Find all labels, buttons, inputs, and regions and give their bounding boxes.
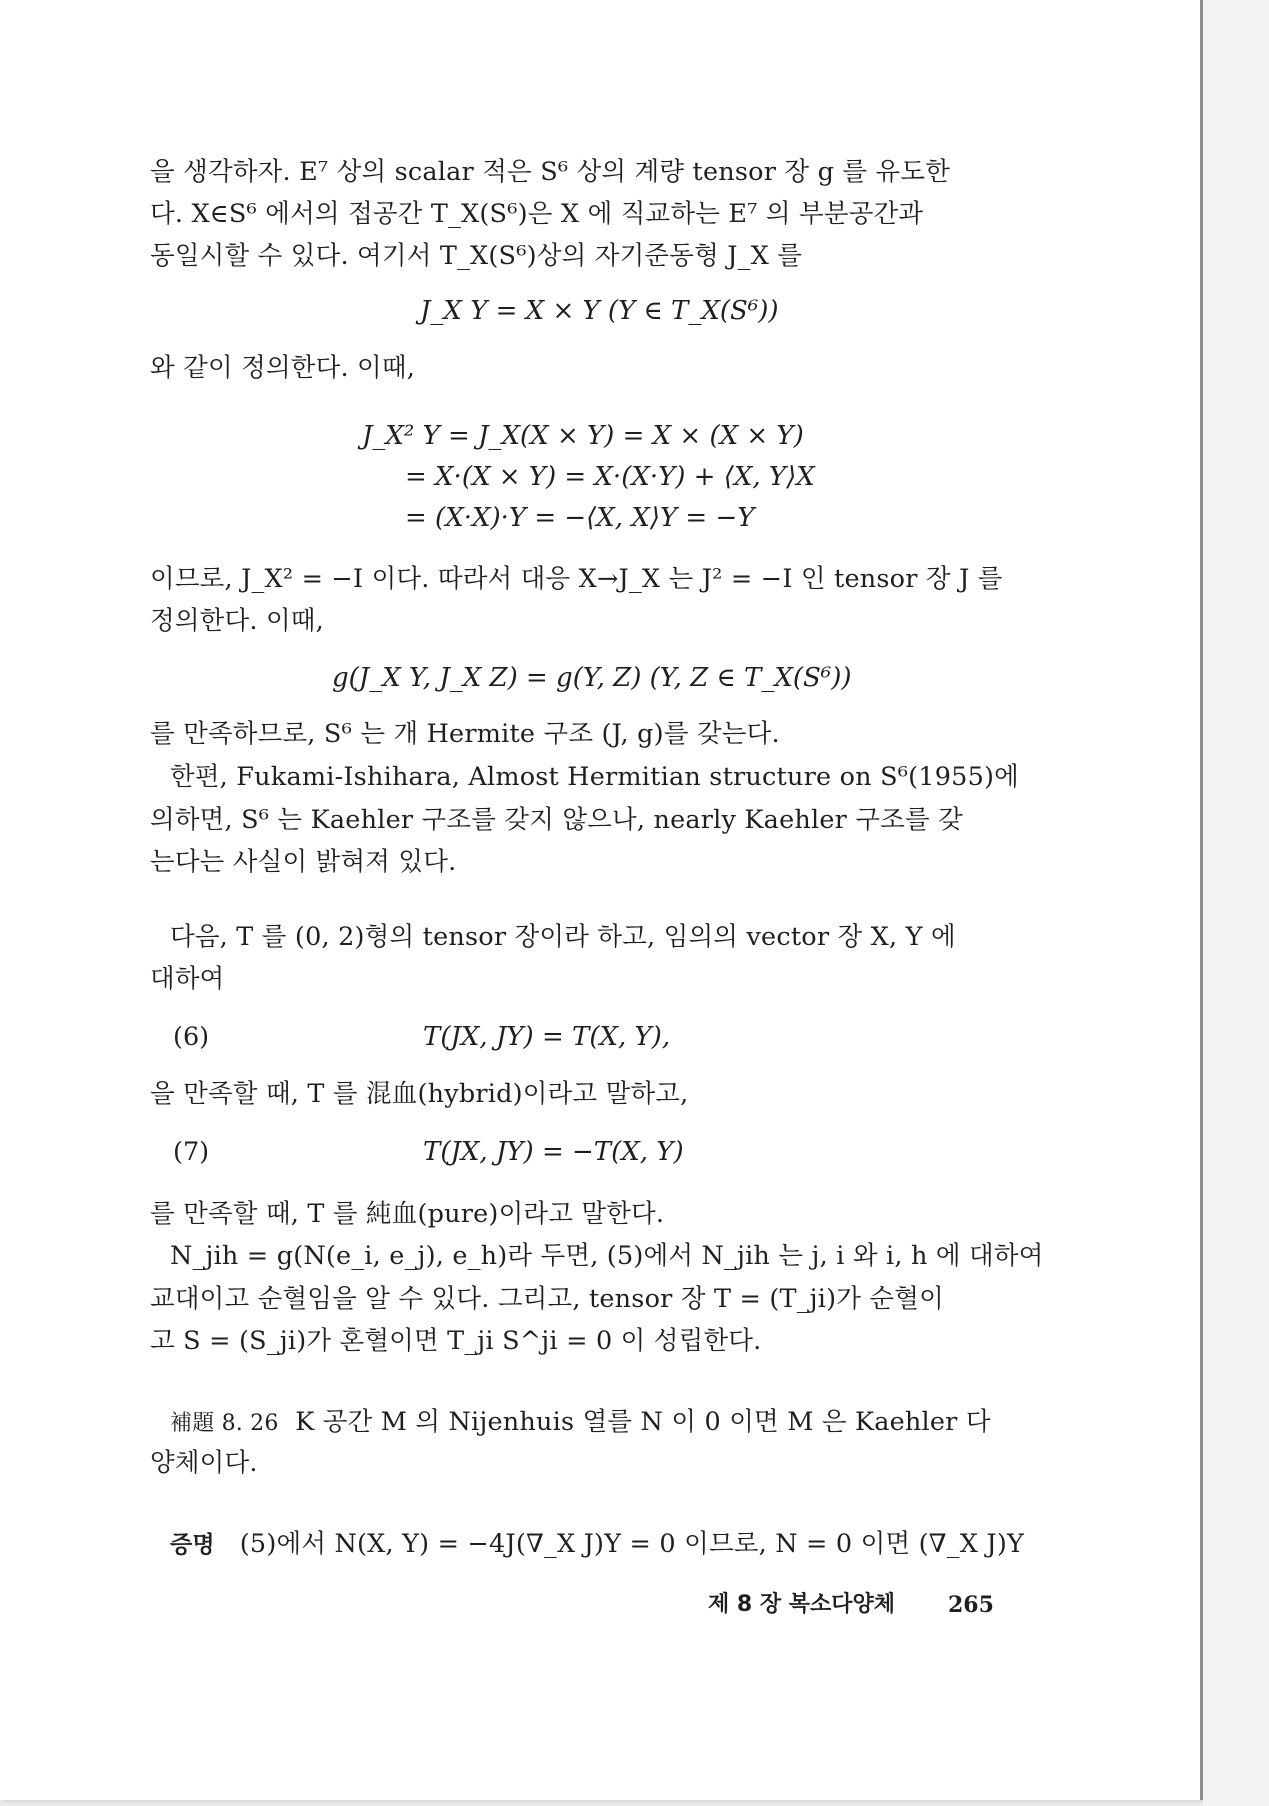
text-line: 이므로, J_X² = −I 이다. 따라서 대응 X→J_X 는 J² = −I 인 tensor 장 J 를 bbox=[150, 564, 1003, 594]
text-line: 다음, T 를 (0, 2)형의 tensor 장이라 하고, 임의의 vector 장 X, Y 에 bbox=[170, 922, 956, 952]
running-footer: 제 8 장 복소다양체 bbox=[708, 1592, 896, 1617]
text-line: 한편, Fukami-Ishihara, Almost Hermitian structure on S⁶(1955)에 bbox=[170, 762, 1019, 792]
text-line: 대하여 bbox=[150, 964, 225, 994]
text-line: 를 만족하므로, S⁶ 는 개 Hermite 구조 (J, g)를 갖는다. bbox=[150, 719, 780, 749]
proof-line bbox=[170, 1528, 1024, 1561]
text-line: 의하면, S⁶ 는 Kaehler 구조를 갖지 않으나, nearly Kaehler 구조를 갖 bbox=[150, 805, 963, 835]
text-line: 고 S = (S_ji)가 혼혈이면 T_ji S^ji = 0 이 성립한다. bbox=[150, 1326, 762, 1356]
equation: g(J_X Y, J_X Z) = g(Y, Z) (Y, Z ∈ T_X(S⁶)) bbox=[332, 663, 852, 693]
text-line: 을 만족할 때, T 를 混血(hybrid)이라고 말하고, bbox=[150, 1079, 689, 1109]
text-line: 정의한다. 이때, bbox=[150, 606, 324, 636]
text-line: 다. X∈S⁶ 에서의 접공간 T_X(S⁶)은 X 에 직교하는 E⁷ 의 부분공간과 bbox=[150, 199, 924, 229]
text-line: 교대이고 순혈임을 알 수 있다. 그리고, tensor 장 T = (T_ji)가 순혈이 bbox=[150, 1284, 944, 1314]
text-line: 을 생각하자. E⁷ 상의 scalar 적은 S⁶ 상의 계량 tensor 장 g 를 유도한 bbox=[150, 157, 951, 187]
equation: = X·(X × Y) = X·(X·Y) + ⟨X, Y⟩X bbox=[405, 462, 815, 492]
page-number: 265 bbox=[948, 1592, 994, 1618]
text-line: 동일시할 수 있다. 여기서 T_X(S⁶)상의 자기준동형 J_X 를 bbox=[150, 241, 803, 271]
proof-text: (5)에서 N(X, Y) = −4J(∇_X J)Y = 0 이므로, N = 0 이면 (∇_X J)Y bbox=[239, 1529, 1025, 1559]
text-line: 양체이다. bbox=[150, 1448, 258, 1478]
viewer-background-strip bbox=[1203, 0, 1269, 1806]
text-line: 를 만족할 때, T 를 純血(pure)이라고 말한다. bbox=[150, 1199, 665, 1229]
lemma-line bbox=[170, 1406, 991, 1440]
equation: T(JX, JY) = −T(X, Y) bbox=[423, 1137, 684, 1167]
equation-label: (7) bbox=[173, 1137, 210, 1167]
equation: J_X Y = X × Y (Y ∈ T_X(S⁶)) bbox=[420, 296, 779, 326]
equation: J_X² Y = J_X(X × Y) = X × (X × Y) bbox=[362, 421, 804, 451]
equation-label: (6) bbox=[173, 1022, 210, 1052]
lemma-label: 補題 8. 26 bbox=[170, 1411, 279, 1436]
text-line: 는다는 사실이 밝혀져 있다. bbox=[150, 847, 457, 877]
text-line: 와 같이 정의한다. 이때, bbox=[150, 353, 416, 383]
proof-label: 증명 bbox=[170, 1532, 215, 1558]
equation: T(JX, JY) = T(X, Y), bbox=[423, 1022, 671, 1052]
lemma-text: K 공간 M 의 Nijenhuis 열를 N 이 0 이면 M 은 Kaehler 다 bbox=[295, 1407, 991, 1437]
text-line: N_jih = g(N(e_i, e_j), e_h)라 두면, (5)에서 N_jih 는 j, i 와 i, h 에 대하여 bbox=[170, 1241, 1044, 1271]
equation: = (X·X)·Y = −⟨X, X⟩Y = −Y bbox=[405, 503, 755, 533]
